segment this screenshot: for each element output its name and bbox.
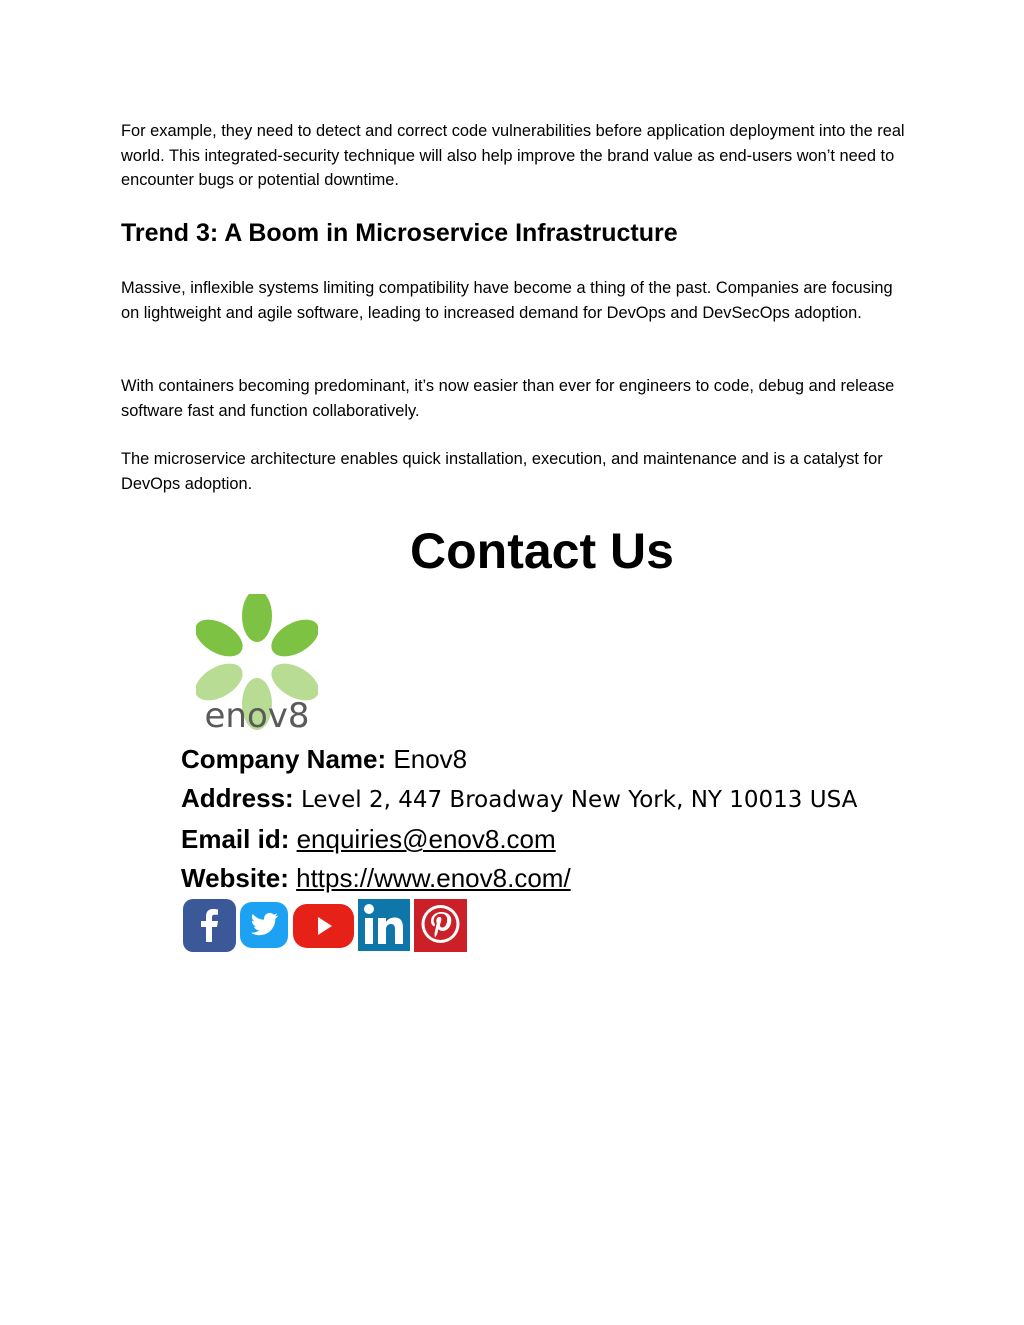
linkedin-icon[interactable] <box>357 898 411 952</box>
address-label: Address: <box>181 783 294 813</box>
company-value: Enov8 <box>393 744 468 774</box>
containers-paragraph: With containers becoming predominant, it’s now easier than ever for engineers to code, debug and release software fast and function collaboratively. <box>121 377 895 420</box>
microservice-paragraph: The microservice architecture enables quick installation, execution, and maintenance and is a catalyst for DevOps adoption. <box>121 450 883 493</box>
contact-details <box>181 740 941 898</box>
youtube-icon[interactable] <box>292 898 355 948</box>
company-row <box>181 740 941 779</box>
intro-paragraph: For example, they need to detect and correct code vulnerabilities before application deployment into the real world. This integrated-security technique will also help improve the brand value as end-users won’t need to encounter bugs or potential downtime. <box>121 122 905 189</box>
pinterest-icon[interactable] <box>414 898 467 952</box>
company-label: Company Name: <box>181 744 387 774</box>
contact-us-title: Contact Us <box>410 523 674 579</box>
website-link[interactable]: https://www.enov8.com/ <box>296 863 571 893</box>
trend-heading: Trend 3: A Boom in Microservice Infrastructure <box>121 219 678 247</box>
enov8-logo <box>196 594 318 730</box>
email-row <box>181 820 941 859</box>
facebook-icon[interactable] <box>182 898 237 953</box>
website-row <box>181 859 941 898</box>
website-label: Website: <box>181 863 289 893</box>
address-value: Level 2, 447 Broadway New York, NY 10013 USA <box>300 787 858 813</box>
twitter-icon[interactable] <box>239 898 289 948</box>
massive-systems-paragraph: Massive, inflexible systems limiting compatibility have become a thing of the past. Companies are focusing on lightweight and agile software, leading to increased demand for DevOps and DevSecOps adoption. <box>121 279 893 322</box>
address-row <box>181 779 941 820</box>
email-label: Email id: <box>181 824 290 854</box>
email-link[interactable]: enquiries@enov8.com <box>296 824 556 854</box>
logo-wordmark: enov8 <box>204 696 310 730</box>
